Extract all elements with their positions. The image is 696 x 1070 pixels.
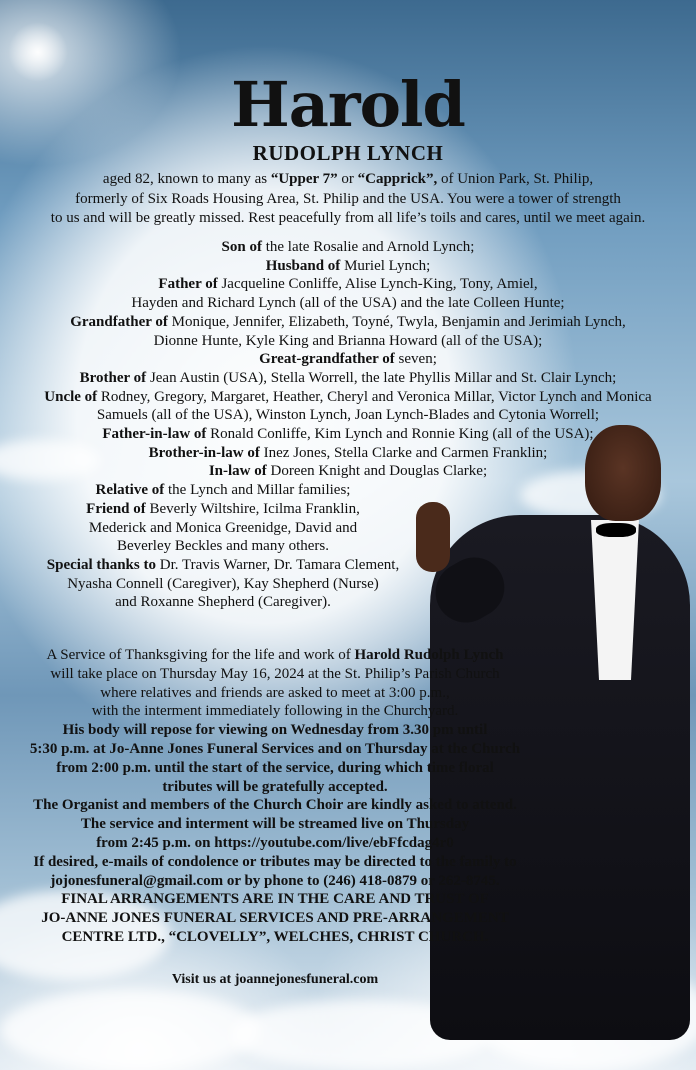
viewing-line: tributes will be gratefully accepted. [162,778,388,795]
relation-text: and Roxanne Shepherd (Caregiver). [115,594,331,611]
condolence-line: If desired, e-mails of condolence or tributes may be directed to the family to [33,853,517,870]
relation-label: Brother of [79,369,147,386]
service-details [0,646,550,947]
relation-text: the late Rosalie and Arnold Lynch; [261,239,475,255]
intro-text: aged 82, known to many as [102,171,271,187]
relation-text: Hayden and Richard Lynch (all of the USA) and the late Colleen Hunte; [131,295,565,312]
relation-text: Beverley Beckles and many others. [116,538,329,555]
relation-text: Nyasha Connell (Caregiver), Kay Shepherd (Nurse) [67,575,379,592]
contact-line: jojonesfuneral@gmail.com or by phone to (246) 418-0879 or 262-8745. [50,872,500,889]
relation-label: Husband of [265,257,341,274]
relation-line [10,294,686,313]
intro-line: formerly of Six Roads Housing Area, St. Philip and the USA. You were a tower of strength [75,190,621,207]
viewing-line: His body will repose for viewing on Wednesday from 3.30 pm until [62,722,488,739]
relation-text: Beverly Wiltshire, Icilma Franklin, [145,500,360,517]
service-line [0,646,550,665]
relation-line [10,500,686,519]
relation-line [10,313,686,332]
relation-label: Father of [158,276,218,293]
relation-line [10,369,686,388]
cloud [0,990,260,1070]
relation-text: Samuels (all of the USA), Winston Lynch, Joan Lynch-Blades and Cytonia Worrell; [96,407,600,424]
intro-paragraph [40,170,656,229]
relation-label: Grandfather of [70,313,168,330]
relation-text: Inez Jones, Stella Clarke and Carmen Franklin; [259,444,548,461]
relation-text: Jean Austin (USA), Stella Worrell, the late Phyllis Millar and St. Clair Lynch; [146,369,617,386]
relation-text: Monique, Jennifer, Elizabeth, Toyné, Twyla, Benjamin and Jerimiah Lynch, [167,313,626,330]
relation-line [10,556,686,575]
relation-line [10,406,686,425]
relation-label: Brother-in-law of [148,444,260,461]
relation-label: Son of [221,239,262,255]
relation-text: Dr. Travis Warner, Dr. Tamara Clement, [155,556,400,573]
relation-text: seven; [394,351,437,368]
relation-text: the Lynch and Millar families; [164,482,351,499]
relation-line [10,575,686,594]
relation-line [10,275,686,294]
relation-label: In-law of [208,463,267,480]
viewing-line: 5:30 p.m. at Jo-Anne Jones Funeral Services and on Thursday at the Church [29,740,521,757]
relation-text: Jacqueline Conliffe, Alise Lynch-King, Tony, Amiel, [217,276,538,293]
relation-line [10,537,686,556]
intro-text: of Union Park, St. Philip, [437,171,594,187]
intro-line: to us and will be greatly missed. Rest peacefully from all life’s toils and cares, until we meet again. [50,210,646,226]
relation-label: Special thanks to [46,556,156,573]
website-line: Visit us at joannejonesfuneral.com [171,972,379,987]
service-line: with the interment immediately following in the Churchyard. [91,703,459,720]
relation-line [10,593,686,612]
relation-line [10,462,686,481]
relation-text: Dionne Hunte, Kyle King and Brianna Howard (all of the USA); [153,332,543,349]
relation-label: Great-grandfather of [259,351,395,368]
relation-label: Relative of [95,482,165,499]
relations-list [10,238,686,612]
relation-label: Uncle of [44,388,98,405]
relation-line [10,238,686,257]
relation-text: Muriel Lynch; [340,257,431,274]
relation-text: Mederick and Monica Greenidge, David and [88,519,358,536]
stream-link-line: from 2:45 p.m. on https://youtube.com/live/ebFfcdag4r0 [96,834,454,851]
service-line: will take place on Thursday May 16, 2024 at the St. Philip’s Parish Church [50,665,500,682]
relation-text: Doreen Knight and Douglas Clarke; [266,463,488,480]
first-name-title: Harold [231,68,465,141]
arrangements-line: CENTRE LTD., “CLOVELLY”, WELCHES, CHRIST CHURCH. [61,928,489,945]
relation-line [10,332,686,351]
intro-text: or [337,171,358,187]
relation-line [10,481,686,500]
nickname-2: “Capprick”, [357,171,438,187]
intro-line [40,170,656,190]
service-text: A Service of Thanksgiving for the life and work of [46,647,355,663]
relation-line [10,444,686,463]
arrangements-line: JO-ANNE JONES FUNERAL SERVICES AND PRE-ARRANGEMENT [41,910,509,927]
relation-text: Rodney, Gregory, Margaret, Heather, Cheryl and Veronica Millar, Victor Lynch and Monica [97,388,652,405]
nickname-1: “Upper 7” [270,171,338,187]
choir-line: The Organist and members of the Church Choir are kindly asked to attend. [33,797,517,814]
relation-line [10,257,686,276]
relation-line [10,425,686,444]
relation-line [10,519,686,538]
deceased-name: Harold Rudolph Lynch [354,647,504,663]
relation-label: Father-in-law of [102,426,207,443]
service-line: where relatives and friends are asked to meet at 3:00 p.m., [100,684,450,701]
surname-subtitle: RUDOLPH LYNCH [252,141,444,165]
relation-line [10,350,686,369]
stream-line: The service and interment will be streamed live on Thursday [80,816,470,833]
viewing-line: from 2:00 p.m. until the start of the service, during which time floral [56,759,494,776]
relation-line [10,388,686,407]
relation-text: Ronald Conliffe, Kim Lynch and Ronnie King (all of the USA); [206,426,594,443]
relation-label: Friend of [86,500,146,517]
arrangements-line: FINAL ARRANGEMENTS ARE IN THE CARE AND TRUST OF [61,891,489,908]
